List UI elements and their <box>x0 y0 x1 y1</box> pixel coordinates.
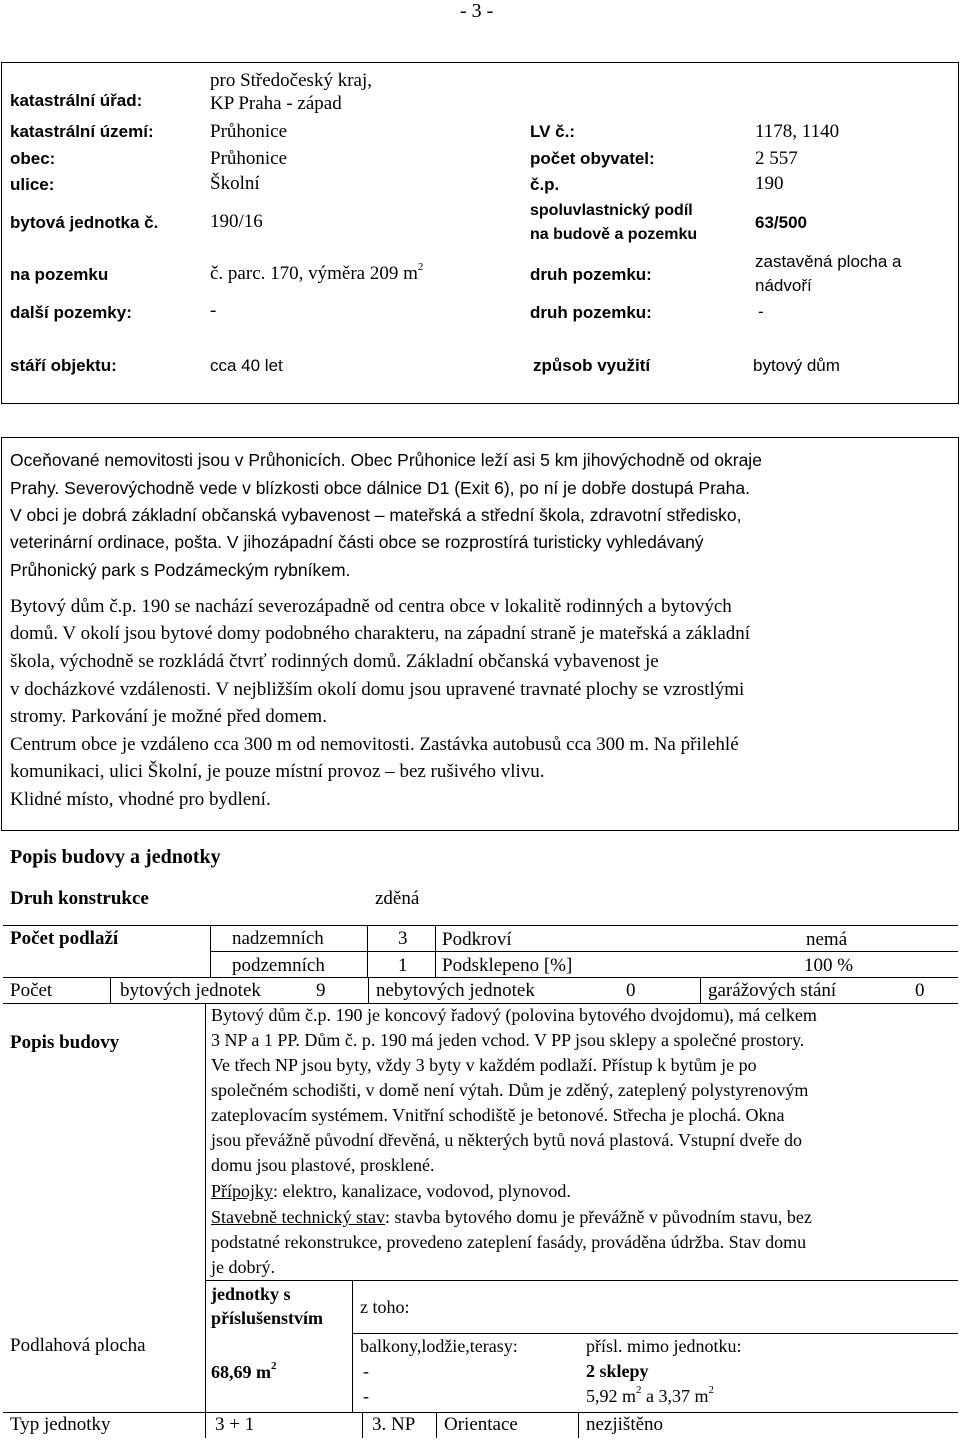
prisl-sup-1: 2 <box>636 1384 642 1396</box>
orientace-label: Orientace <box>444 1414 518 1435</box>
dalsi-label: další pozemky: <box>10 303 132 322</box>
popis-label: Popis budovy <box>10 1032 120 1053</box>
podkrovi-label: Podkroví <box>442 929 512 950</box>
podsklepeno-label: Podsklepeno [%] <box>442 955 573 976</box>
druh1-value-1: zastavěná plocha a <box>755 252 902 271</box>
grid-line <box>3 925 958 926</box>
stav-label: Stavebně technický stav <box>211 1207 385 1227</box>
popis-line-1: Bytový dům č.p. 190 je koncový řadový (polovina bytového dvojdomu), má celkem <box>211 1005 817 1025</box>
grid-line <box>3 977 958 978</box>
ulice-value: Školní <box>210 173 260 194</box>
page-number: - 3 - <box>460 0 494 22</box>
jednotky-label-1: jednotky s <box>211 1284 291 1304</box>
balkony-label: balkony,lodžie,terasy: <box>360 1336 518 1356</box>
katastralni-urad-value-2: KP Praha - západ <box>210 93 342 114</box>
grid-line <box>3 1412 958 1413</box>
obec-label: obec: <box>10 149 56 168</box>
grid-line <box>436 1412 437 1438</box>
grid-line <box>578 1412 579 1438</box>
desc-p2-line-4: v docházkové vzdálenosti. V nejbližším okolí domu jsou upravené travnaté plochy se vzrostlými <box>10 679 745 700</box>
lv-value: 1178, 1140 <box>755 121 840 142</box>
bytovych-value: 9 <box>316 980 326 1001</box>
ztoho-label: z toho: <box>360 1297 410 1317</box>
cp-value: 190 <box>755 173 784 194</box>
stari-label: stáří objektu: <box>10 356 117 375</box>
prisl-sup-2: 2 <box>708 1384 715 1396</box>
balkony-value-2: - <box>363 1386 369 1406</box>
jednotky-sup: 2 <box>271 1360 277 1372</box>
nebytovych-label: nebytových jednotek <box>376 980 535 1001</box>
popis-line-3: Ve třech NP jsou byty, vždy 3 byty v každém podlaží. Přístup k bytům je po <box>211 1055 757 1075</box>
prisl-value-1: 2 sklepy <box>586 1361 649 1381</box>
druh2-label: druh pozemku: <box>530 303 652 322</box>
nebytovych-value: 0 <box>626 980 636 1001</box>
ulice-label: ulice: <box>10 175 55 194</box>
popis-line-5: zateplovacím systémem. Vnitřní schodiště je betonové. Střecha je plochá. Okna <box>211 1105 785 1125</box>
katastralni-uzemi-label: katastrální území: <box>10 122 154 141</box>
vyuziti-value: bytový dům <box>753 356 840 375</box>
building-heading: Popis budovy a jednotky <box>10 846 221 868</box>
grid-line <box>435 925 436 977</box>
dalsi-value: - <box>210 300 217 321</box>
desc-p1-line-1: Oceňované nemovitosti jsou v Průhonicích. Obec Průhonice leží asi 5 km jihovýchodně od okraje <box>10 450 762 470</box>
pozemek-label: na pozemku <box>10 265 109 284</box>
druh2-value: - <box>758 302 764 321</box>
katastralni-urad-value-1: pro Středočeský kraj, <box>210 70 372 91</box>
desc-p1-line-5: Průhonický park s Podzámeckým rybníkem. <box>10 560 351 580</box>
podlazi-label: Počet podlaží <box>10 928 119 949</box>
jednotky-value-wrap <box>211 1362 277 1383</box>
nadzemnich-value: 3 <box>398 928 408 949</box>
popis-line-7: domu jsou plastové, prosklené. <box>211 1155 435 1175</box>
podzemnich-value: 1 <box>398 955 408 976</box>
desc-p2-line-6: Centrum obce je vzdáleno cca 300 m od nemovitosti. Zastávka autobusů cca 300 m. Na přilehlé <box>10 734 739 755</box>
cp-label: č.p. <box>530 175 560 194</box>
garazovych-label: garážových stání <box>708 980 837 1001</box>
orientace-value: nezjištěno <box>586 1414 664 1435</box>
druh1-value-2: nádvoří <box>755 276 812 295</box>
popis-line-4: společném schodišti, v domě není výtah. Dům je zděný, zateplený polystyrenovým <box>211 1080 809 1100</box>
plocha-label: Podlahová plocha <box>10 1335 146 1356</box>
stav-value-1: : stavba bytového domu je převážně v původním stavu, bez <box>384 1207 812 1227</box>
typ-label: Typ jednotky <box>10 1414 111 1435</box>
typ-value: 3 + 1 <box>215 1414 255 1435</box>
popis-line-2: 3 NP a 1 PP. Dům č. p. 190 má jeden vchod. V PP jsou sklepy a společné prostory. <box>211 1030 805 1050</box>
grid-line <box>210 951 958 952</box>
grid-line <box>367 925 368 977</box>
lv-label: LV č.: <box>530 122 576 141</box>
jednotka-value: 190/16 <box>210 211 263 232</box>
desc-p2-line-1: Bytový dům č.p. 190 se nachází severozápadně od centra obce v lokalitě rodinných a bytových <box>10 596 732 617</box>
jednotky-value: 68,69 m <box>211 1362 271 1382</box>
stav-line-3: je dobrý. <box>211 1257 275 1277</box>
pozemek-value-wrap <box>210 263 423 285</box>
podil-label-1: spoluvlastnický podíl <box>530 202 693 219</box>
podil-value: 63/500 <box>755 213 807 232</box>
jednotka-label: bytová jednotka č. <box>10 213 159 232</box>
np-value: 3. NP <box>372 1414 416 1435</box>
grid-line <box>205 1412 206 1438</box>
pripojky-line <box>211 1181 571 1202</box>
desc-p2-line-3: škola, východně se rozkládá čtvrť rodinných domů. Základní občanská vybavenost je <box>10 651 659 672</box>
vyuziti-label: způsob využití <box>533 356 651 375</box>
prisl-value-2: 5,92 m <box>586 1386 637 1406</box>
jednotky-label-2: příslušenstvím <box>211 1308 324 1328</box>
bytovych-label: bytových jednotek <box>120 980 261 1001</box>
grid-line <box>205 1003 206 1412</box>
desc-p1-line-4: veterinární ordinace, pošta. V jihozápadní části obce se rozprostírá turisticky vyhledávaný <box>10 532 704 552</box>
pocet-label: Počet <box>10 980 53 1001</box>
pozemek-sup: 2 <box>417 261 424 273</box>
prisl-value-2-wrap <box>586 1386 714 1407</box>
grid-line <box>3 1003 958 1004</box>
podil-label-2: na budově a pozemku <box>530 226 698 243</box>
obec-value: Průhonice <box>210 148 288 169</box>
katastralni-uzemi-value: Průhonice <box>210 121 288 142</box>
stav-line-1 <box>211 1207 812 1228</box>
balkony-value-1: - <box>363 1361 369 1381</box>
konstrukce-label: Druh konstrukce <box>10 888 149 909</box>
info-box <box>1 62 959 404</box>
garazovych-value: 0 <box>915 980 925 1001</box>
pripojky-label: Přípojky <box>211 1181 274 1201</box>
grid-line <box>110 977 111 1003</box>
prisl-label: přísl. mimo jednotku: <box>586 1336 742 1356</box>
konstrukce-value: zděná <box>375 888 420 909</box>
desc-p2-line-8: Klidné místo, vhodné pro bydlení. <box>10 789 271 810</box>
grid-line <box>352 1280 353 1412</box>
grid-line <box>362 1412 363 1438</box>
grid-line <box>368 977 369 1003</box>
nadzemnich-label: nadzemních <box>232 928 324 949</box>
popis-line-6: jsou převážně původní dřevěná, u některých bytů nová plastová. Vstupní dveře do <box>211 1130 803 1150</box>
grid-line <box>205 1280 958 1281</box>
obyvatel-label: počet obyvatel: <box>530 149 655 168</box>
podsklepeno-value: 100 % <box>804 955 854 976</box>
podkrovi-value: nemá <box>806 929 848 950</box>
desc-p2-line-2: domů. V okolí jsou bytové domy podobného charakteru, na západní straně je mateřská a základní <box>10 623 751 644</box>
podzemnich-label: podzemních <box>232 955 325 976</box>
pozemek-value: č. parc. 170, výměra 209 m <box>210 263 418 284</box>
pripojky-value: : elektro, kanalizace, vodovod, plynovod. <box>273 1181 571 1201</box>
desc-p1-line-2: Prahy. Severovýchodně vede v blízkosti obce dálnice D1 (Exit 6), po ní je dobře dostupá Praha. <box>10 478 750 498</box>
desc-p1-line-3: V obci je dobrá základní občanská vybavenost – mateřská a střední škola, zdravotní středisko, <box>10 505 742 525</box>
desc-p2-line-5: stromy. Parkování je možné před domem. <box>10 706 327 727</box>
grid-line <box>352 1333 958 1334</box>
desc-p2-line-7: komunikaci, ulici Školní, je pouze místní provoz – bez rušivého vlivu. <box>10 761 545 782</box>
druh1-label: druh pozemku: <box>530 265 652 284</box>
stav-line-2: podstatné rekonstrukce, provedeno zateplení fasády, prováděna údržba. Stav domu <box>211 1232 807 1252</box>
grid-line <box>210 925 211 977</box>
obyvatel-value: 2 557 <box>755 148 798 169</box>
katastralni-urad-label: katastrální úřad: <box>10 91 143 110</box>
prisl-value-2b: a 3,37 m <box>641 1386 709 1406</box>
stari-value: cca 40 let <box>210 356 283 375</box>
grid-line <box>700 977 701 1003</box>
